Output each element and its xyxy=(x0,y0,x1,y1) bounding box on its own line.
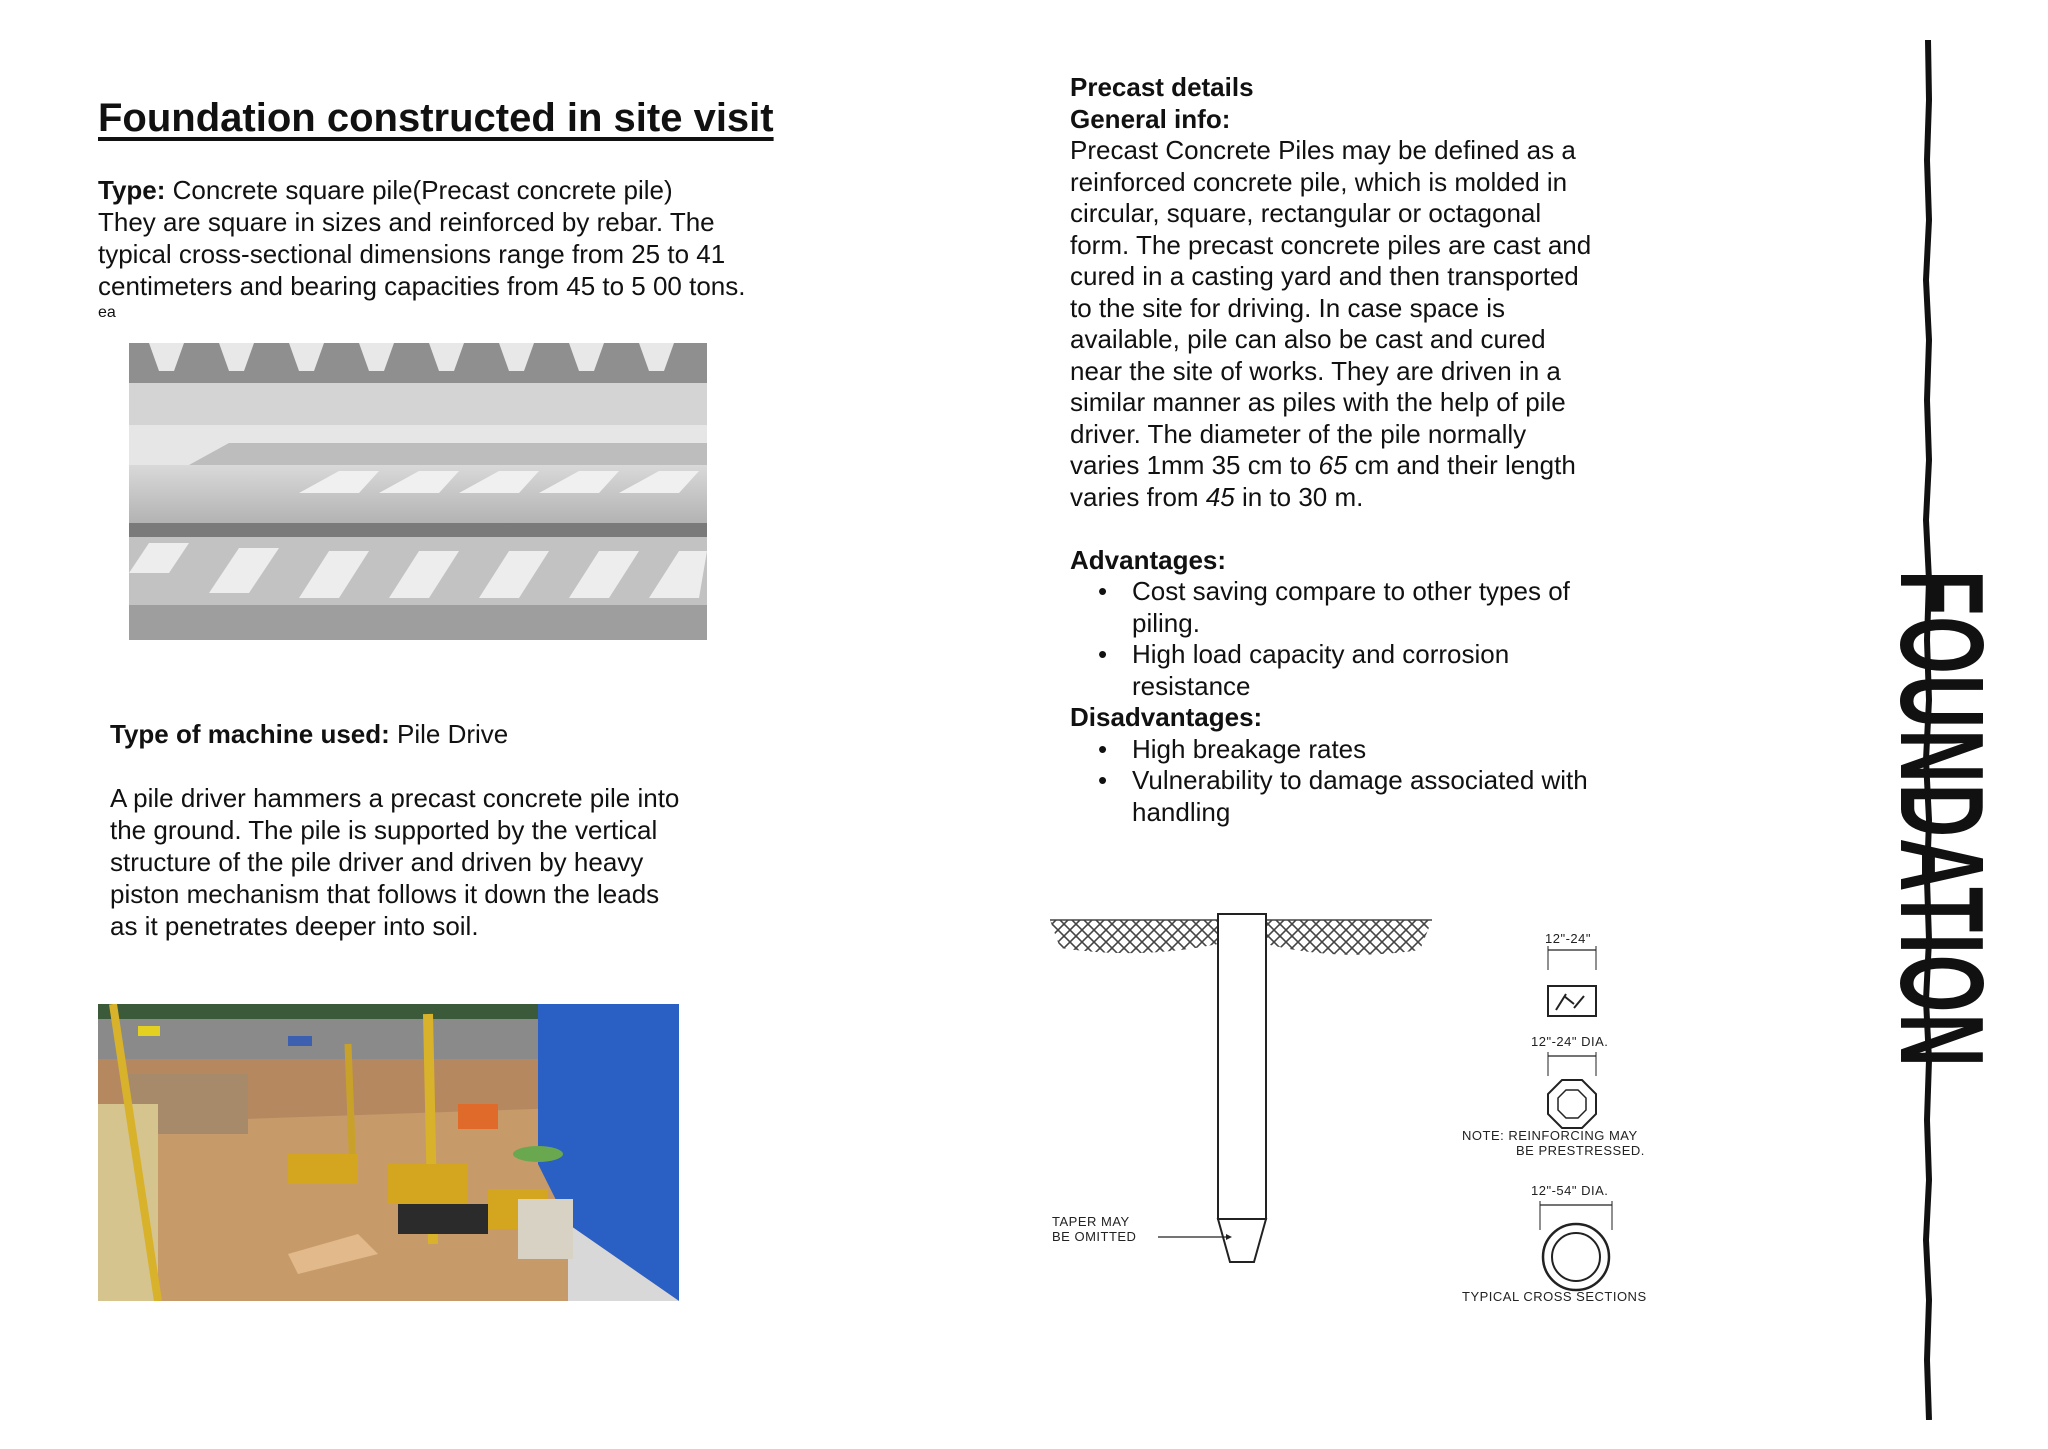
precast-heading: Precast details xyxy=(1070,72,1254,102)
disadvantages-list xyxy=(1070,734,1591,829)
list-item xyxy=(1070,671,1591,703)
general-emphasis: 45 xyxy=(1205,481,1235,512)
type-section xyxy=(98,174,745,302)
precast-piles-photo xyxy=(129,343,707,640)
type-value: Concrete square pile(Precast concrete pile) xyxy=(165,175,673,205)
taper-label-2: BE OMITTED xyxy=(1052,1229,1137,1244)
general-text: varies 1mm 35 cm to xyxy=(1070,450,1319,480)
type-line: typical cross-sectional dimensions range from 25 to 41 xyxy=(98,239,726,269)
ground-hatch-right xyxy=(1266,920,1432,955)
precast-details-section xyxy=(1070,72,1591,828)
list-item xyxy=(1070,797,1591,829)
general-line: circular, square, rectangular or octagonal xyxy=(1070,198,1542,228)
list-item xyxy=(1070,608,1591,640)
machine-line: as it penetrates deeper into soil. xyxy=(110,911,479,941)
dim-circle-label: 12"-54" DIA. xyxy=(1531,1183,1609,1198)
general-line xyxy=(1070,482,1591,514)
machine-line: piston mechanism that follows it down the leads xyxy=(110,879,660,909)
bullet-icon: • xyxy=(1098,765,1108,795)
taper-label-1: TAPER MAY xyxy=(1052,1214,1130,1229)
pile-diagram xyxy=(1040,900,1700,1320)
advantages-list xyxy=(1070,576,1591,702)
machine-line: the ground. The pile is supported by the vertical xyxy=(110,815,658,845)
list-item xyxy=(1070,765,1591,797)
list-item xyxy=(1070,639,1591,671)
general-text: varies from xyxy=(1070,481,1206,512)
vertical-title-box xyxy=(1875,570,2035,1068)
diagram-caption: TYPICAL CROSS SECTIONS xyxy=(1462,1289,1647,1304)
machine-line: A pile driver hammers a precast concrete pile into xyxy=(110,783,680,813)
pile-shaft xyxy=(1218,914,1266,1219)
list-item xyxy=(1070,576,1591,608)
advantages-label: Advantages: xyxy=(1070,544,1227,575)
list-text: Vulnerability to damage associated with xyxy=(1132,765,1588,795)
pile-driver-site-image xyxy=(98,1004,679,1301)
general-line: to the site for driving. In case space is xyxy=(1070,292,1505,323)
bullet-icon: • xyxy=(1098,733,1108,764)
general-line: driver. The diameter of the pile normally xyxy=(1070,418,1527,449)
machine-section xyxy=(110,718,679,942)
octagon-section-icon xyxy=(1548,1080,1596,1128)
list-item xyxy=(1070,734,1591,766)
list-text: piling. xyxy=(1132,607,1200,638)
list-text: handling xyxy=(1132,796,1231,827)
machine-line: structure of the pile driver and driven by heavy xyxy=(110,847,644,877)
general-text: cm and their length xyxy=(1347,450,1576,480)
list-text: Cost saving compare to other types of xyxy=(1132,576,1570,606)
precast-piles-image xyxy=(129,343,707,640)
dim-square-label: 12"-24" xyxy=(1545,931,1591,946)
pile-cross-section-diagram xyxy=(1040,900,1700,1320)
general-emphasis: 65 xyxy=(1318,450,1348,480)
list-text: resistance xyxy=(1132,670,1251,701)
type-label: Type: xyxy=(98,175,166,205)
general-line: Precast Concrete Piles may be defined as a xyxy=(1070,135,1576,165)
note-line-1: NOTE: REINFORCING MAY xyxy=(1462,1128,1638,1143)
bullet-icon: • xyxy=(1098,576,1108,606)
construction-site-photo xyxy=(98,1004,679,1301)
general-line: available, pile can also be cast and cured xyxy=(1070,324,1546,354)
bullet-icon: • xyxy=(1098,639,1108,669)
square-section-icon xyxy=(1548,986,1596,1016)
note-line-2: BE PRESTRESSED. xyxy=(1516,1143,1645,1158)
ground-hatch-left xyxy=(1050,920,1218,953)
disadvantages-label: Disadvantages: xyxy=(1070,702,1263,732)
ea-note: ea xyxy=(98,304,116,321)
dim-octagon-label: 12"-24" DIA. xyxy=(1531,1034,1609,1049)
general-line xyxy=(1070,450,1591,482)
machine-label: Type of machine used: xyxy=(110,719,390,749)
general-line: form. The precast concrete piles are cast and xyxy=(1070,229,1592,260)
machine-value: Pile Drive xyxy=(389,719,509,749)
list-text: High breakage rates xyxy=(1132,733,1367,764)
general-line: near the site of works. They are driven in a xyxy=(1070,355,1561,386)
general-line: cured in a casting yard and then transported xyxy=(1070,261,1579,291)
type-line: They are square in sizes and reinforced by rebar. The xyxy=(98,207,715,237)
general-line: similar manner as piles with the help of pile xyxy=(1070,387,1566,417)
type-line: centimeters and bearing capacities from 45 to 5 00 tons. xyxy=(98,271,746,301)
pile-taper xyxy=(1218,1219,1266,1262)
general-line: reinforced concrete pile, which is molded in xyxy=(1070,166,1568,197)
list-text: High load capacity and corrosion xyxy=(1132,639,1510,669)
vertical-title: FOUNDATION xyxy=(1875,570,2009,1068)
general-text: in to 30 m. xyxy=(1234,481,1364,512)
page-title: Foundation constructed in site visit xyxy=(98,96,774,140)
general-info-label: General info: xyxy=(1070,103,1231,134)
